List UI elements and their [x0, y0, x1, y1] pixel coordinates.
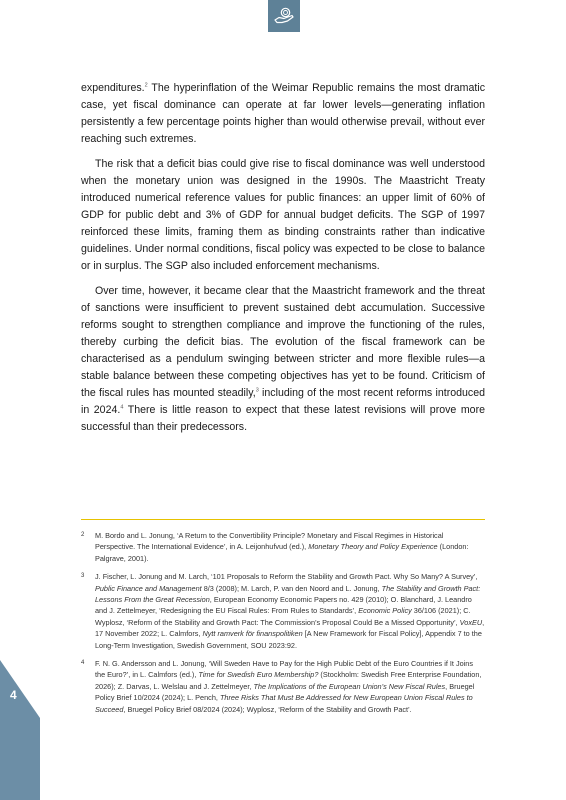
text-span: J. Fischer, L. Jonung and M. Larch, ‘101 Proposals to Reform the Stability and Growth Pact. Why So Many? A Survey’, — [95, 572, 478, 582]
text-span: including of the most recent reforms introduced in 2024. — [81, 387, 485, 416]
footnote-2 — [81, 530, 485, 564]
coin-hand-logo-icon — [273, 5, 295, 27]
text-span: , Bruegel Policy Brief 10/2024 (2024); L. Pench, — [95, 681, 475, 703]
footnote-ref[interactable]: 4 — [120, 404, 124, 411]
paragraph-3 — [81, 283, 485, 436]
header-logo — [268, 0, 300, 32]
italic-title: VoxEU — [459, 617, 483, 627]
italic-title: Nytt ramverk för finanspolitiken — [202, 629, 303, 639]
text-span: (Stockholm: Swedish Free Enterprise Foundation, 2026); Z. Darvas, L. Welslau and J. Zettelmeyer, — [95, 670, 482, 691]
italic-title: Time for Swedish Euro Membership? — [198, 670, 319, 680]
italic-title: Public Finance and Management — [95, 583, 202, 593]
body-text — [81, 80, 485, 444]
text-span: , 17 November 2022; L. Calmfors, — [95, 617, 485, 639]
paragraph-2: The risk that a deficit bias could give rise to fiscal dominance was well understood when the monetary union was designed in the 1990s. The Maastricht Treaty introduced numerical reference values for public finances: an upper limit of 60% of GDP for public debt and 3% of GDP for annual budget deficits. The SGP of 1997 reinforced these limits, framing them as binding constraints rather than indicative guidelines. Under normal conditions, fiscal policy was expected to be close to balance or in surplus. The SGP also included enforcement mechanisms. — [81, 158, 485, 272]
page-corner-tab — [0, 660, 40, 800]
text-span: 36/106 (2021); C. Wyplosz, ‘Reform of the Stability and Growth Pact: The Commission’s Proposal Could Be a Missed Opportunity’, — [95, 606, 471, 627]
text-span: There is little reason to expect that these latest revisions will prove more successful than their predecessors. — [81, 404, 485, 433]
italic-title: Economic Policy — [358, 606, 412, 616]
footnote-4 — [81, 658, 485, 715]
footnote-ref[interactable]: 2 — [144, 82, 148, 89]
text-span: , Bruegel Policy Brief 08/2024 (2024); Wyplosz, ‘Reform of the Stability and Growth Pact’. — [123, 704, 412, 714]
footnote-3 — [81, 571, 485, 651]
text-span: M. Bordo and L. Jonung, ‘A Return to the Convertibility Principle? Monetary and Fiscal Regimes in Historical Perspective. The International Evidence’, in A. Leijonhufvud (ed.), — [95, 531, 444, 552]
text-span: expenditures. — [81, 82, 145, 94]
italic-title: Monetary Theory and Policy Experience — [308, 542, 438, 552]
footnotes — [81, 530, 485, 722]
text-span: (London: Palgrave, 2001). — [95, 542, 469, 563]
text-span: 8/3 (2008); M. Larch, P. van den Noord and L. Jonung, — [201, 583, 382, 593]
text-span: [A New Framework for Fiscal Policy], Appendix 7 to the Long-Term Investigation, Swedish Government, SOU 2023:92. — [95, 629, 482, 650]
footnote-divider — [81, 519, 485, 520]
text-span: Over time, however, it became clear that the Maastricht framework and the threat of sanctions were insufficient to prevent sustained debt accumulation. Successive reforms sought to strengthen compliance and improve the functioning of the rules, thereby curbing the deficit bias. The evolution of the fiscal framework can be characterised as a pendulum swinging between stricter and more flexible rules—a stable balance between these competing objectives has yet to be found. Criticism of the fiscal rules has mounted steadily, — [81, 285, 485, 399]
footnote-number: 2 — [81, 532, 85, 538]
footnote-number: 4 — [81, 660, 85, 667]
italic-title: The Stability and Growth Pact: Lessons From the Great Recession — [95, 583, 481, 605]
italic-title: The Implications of the European Union’s New Fiscal Rules — [253, 681, 446, 691]
footnote-ref[interactable]: 3 — [255, 387, 259, 394]
text-span: F. N. G. Andersson and L. Jonung, ‘Will Sweden Have to Pay for the High Public Debt of the Euro Countries if It Joins the Euro?’, in L. Calmfors (ed.), — [95, 659, 474, 680]
text-span: The hyperinflation of the Weimar Republic remains the most dramatic case, yet fiscal dominance can operate at far lower levels—generating inflation persistently a few percentage points higher than would otherwise prevail, without ever reaching such extremes. — [81, 82, 485, 145]
italic-title: Three Risks That Must Be Addressed for New European Union Fiscal Rules to Succeed — [95, 693, 473, 714]
footnote-number: 3 — [81, 573, 85, 580]
text-span: , European Economy Economic Papers no. 429 (2010); O. Blanchard, J. Leandro and J. Zettelmeyer, ‘Redesigning the EU Fiscal Rules: From Rules to Standards’, — [95, 595, 472, 616]
paragraph-1 — [81, 80, 485, 148]
page-number: 4 — [10, 688, 17, 702]
